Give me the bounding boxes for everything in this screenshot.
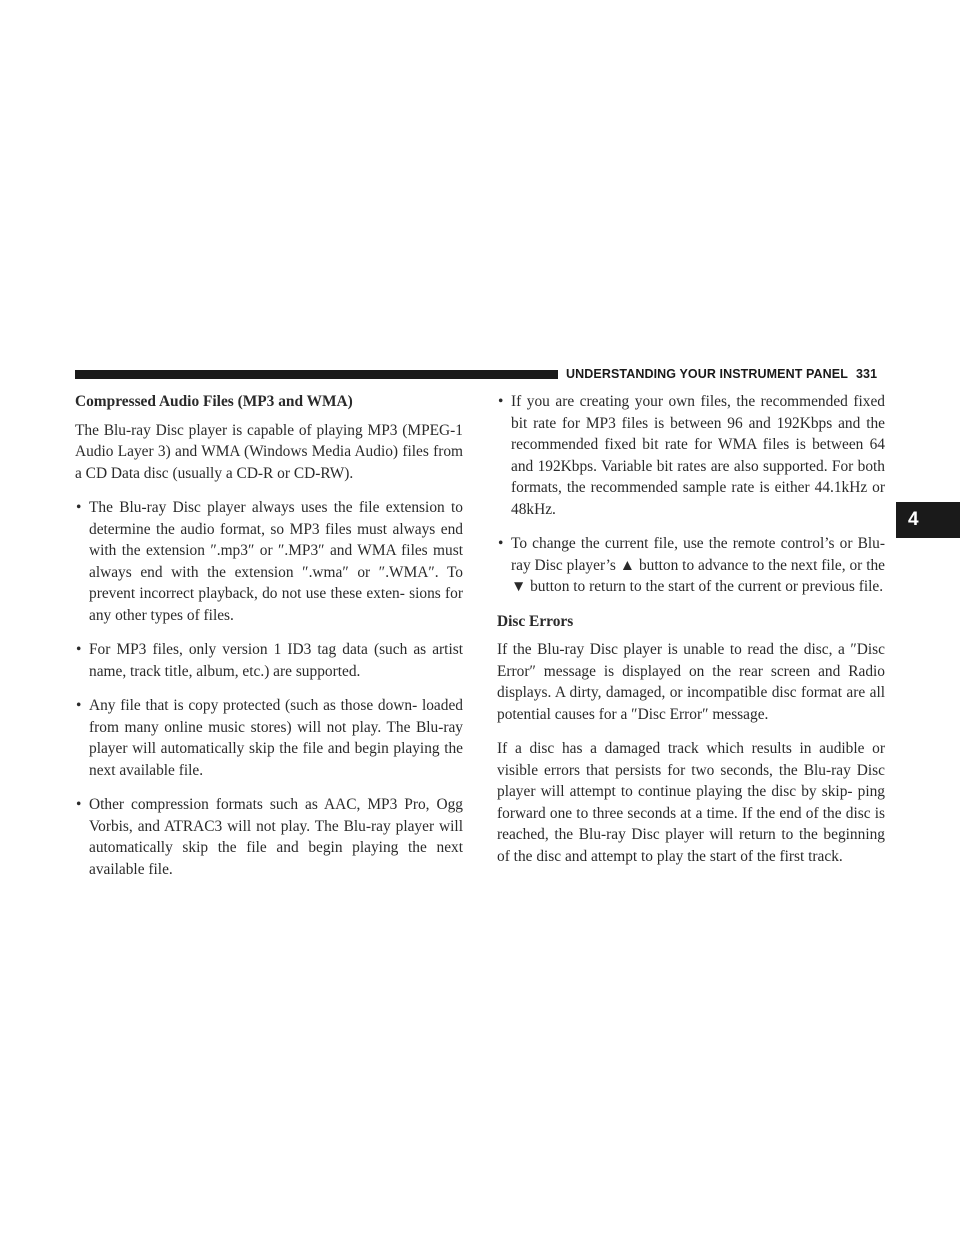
bullet-glyph: • — [76, 499, 82, 516]
running-header — [566, 366, 884, 383]
bullet-glyph: • — [498, 535, 504, 552]
list-item: • The Blu-ray Disc player always uses the file extension to determine the audio format, so MP3 files must always end with the extension ″.mp3″ or ″.MP3″ and WMA files must always end with the extension ″.wma″ or ″.WMA″. To prevent incorrect playback, do not use these exten- sions for any other types of files. — [76, 499, 463, 624]
list-item: • For MP3 files, only version 1 ID3 tag data (such as artist name, track title, album, etc.) are supported. — [76, 641, 463, 680]
list-item: • Any file that is copy protected (such as those down- loaded from many online music stores) will not play. The Blu-ray player will automatically skip the file and begin playing the next available file. — [76, 697, 463, 779]
section-heading-disc-errors: Disc Errors — [497, 612, 574, 630]
bullet-glyph: • — [76, 697, 82, 714]
bullet-glyph: • — [498, 393, 504, 410]
chapter-tab — [896, 502, 960, 538]
right-bullet-list — [497, 391, 885, 598]
list-item: • To change the current file, use the remote control’s or Blu-ray Disc player’s ▲ button to advance to the next file, or the ▼ button to return to the start of the current or previous file. — [498, 535, 885, 595]
bullet-glyph: • — [76, 796, 82, 813]
list-item: • Other compression formats such as AAC, MP3 Pro, Ogg Vorbis, and ATRAC3 will not play. The Blu-ray player will automatically skip the file and begin playing the next available file. — [76, 796, 463, 878]
list-item: • If you are creating your own files, the recommended fixed bit rate for MP3 files is between 96 and 192Kbps and the recommended fixed bit rate for WMA files is between 64 and 192Kbps. Variable bit rates are also supported. For both formats, the recommended sample rate is either 44.1kHz or 48kHz. — [498, 393, 885, 518]
right-column — [497, 391, 885, 880]
section-title: UNDERSTANDING YOUR INSTRUMENT PANEL — [566, 367, 848, 381]
page-number: 331 — [855, 367, 878, 381]
intro-paragraph: The Blu-ray Disc player is capable of playing MP3 (MPEG-1 Audio Layer 3) and WMA (Windows Media Audio) files from a CD Data disc (usually a CD-R or CD-RW). — [75, 421, 463, 482]
disc-errors-paragraph: If the Blu-ray Disc player is unable to read the disc, a ″Disc Error″ message is displayed on the rear screen and Radio displays. A dirty, damaged, or incompatible disc format are all potential causes for a ″Disc Error″ message. — [497, 641, 885, 723]
header-rule — [75, 370, 558, 379]
left-column — [75, 391, 463, 893]
section-heading-compressed-audio: Compressed Audio Files (MP3 and WMA) — [75, 393, 353, 410]
left-bullet-list — [75, 497, 463, 880]
damaged-track-paragraph: If a disc has a damaged track which results in audible or visible errors that persists for two seconds, the Blu-ray Disc player will attempt to continue playing the disc by skip- ping forward one to three seconds at a time. If the end of the disc is reached, the Blu-ray Disc player will return to the beginning of the disc and attempt to play the start of the first track. — [497, 740, 885, 865]
chapter-number: 4 — [908, 509, 919, 530]
bullet-glyph: • — [76, 641, 82, 658]
